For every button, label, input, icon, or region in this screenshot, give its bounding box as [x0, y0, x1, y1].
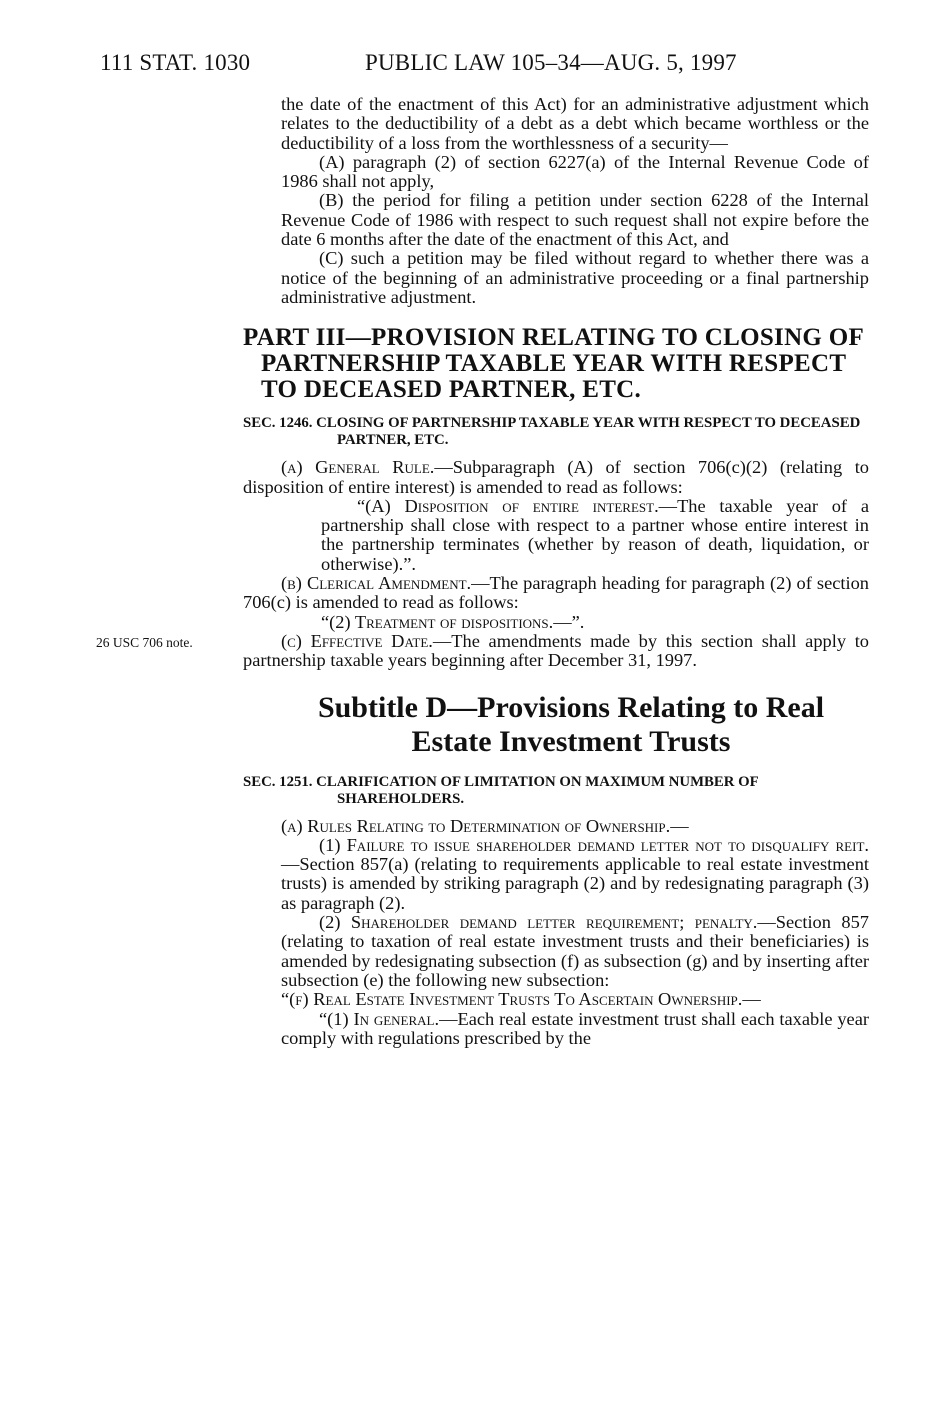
sec-1246-b-text: —The paragraph heading for paragraph (2) of section 706(c) is amended to read as follows:	[243, 573, 870, 613]
sec-1251-p2	[243, 913, 869, 990]
sec-1246-b-label: (b) Clerical Amendment.	[281, 573, 472, 594]
sec-1251-p1-label: (1) Failure to issue shareholder demand letter not to disqualify reit.	[319, 834, 869, 855]
subtitle-d-heading	[243, 691, 869, 759]
sec-1246-a-quote	[243, 497, 869, 574]
stat-page-number: 111 STAT. 1030	[100, 50, 251, 75]
sec-1246-a-quote-label: “(A) Disposition of entire interest.	[357, 495, 659, 516]
sec-1246-b	[243, 574, 869, 613]
sec-1251-f1-text: —Each real estate investment trust shall each taxable year comply with regulations prescribed by the	[281, 1008, 869, 1048]
sec-1251-p2-label: (2) Shareholder demand letter requirement; penalty.	[319, 912, 758, 933]
sec-1251-p1	[243, 836, 869, 913]
sec-1251-p1-text: —Section 857(a) (relating to requirements applicable to real estate investment trusts) is amended by striking paragraph (2) and by redesignating paragraph (3) as paragraph (2).	[281, 854, 869, 913]
intro-item-c: (C) such a petition may be filed without regard to whether there was a notice of the beginning of an administrative proceeding or a final partnership administrative adjustment.	[281, 248, 869, 307]
sec-1246-c-label: (c) Effective Date.	[281, 630, 433, 651]
sec-1251-f1	[243, 1010, 869, 1049]
sec-1246-c-wrap	[96, 630, 869, 671]
marginal-note: 26 USC 706 note.	[96, 634, 193, 650]
sec-1246-b-quote: “(2) Treatment of dispositions.—”.	[321, 611, 585, 632]
intro-item-b: (B) the period for filing a petition under section 6228 of the Internal Revenue Code of 1986 with respect to such request shall not expire before the date 6 months after the date of the enactment of this Act, and	[281, 190, 869, 250]
sec-1246-heading: SEC. 1246. CLOSING OF PARTNERSHIP TAXABLE YEAR WITH RESPECT TO DECEASED PARTNER, ETC.	[243, 415, 861, 449]
body-column	[96, 94, 870, 1048]
sec-1251-p2-text: —Section 857 (relating to taxation of real estate investment trusts and their beneficiaries) is amended by redesignating subsection (f) as subsection (g) and by inserting after subsection (e) the following new subsection:	[281, 912, 869, 990]
subtitle-d-line-2: Estate Investment Trusts	[411, 724, 731, 758]
part-iii-heading: PART III—PROVISION RELATING TO CLOSING OF PARTNERSHIP TAXABLE YEAR WITH RESPECT TO DECEASED PARTNER, ETC.	[243, 324, 864, 404]
sec-1251-f1-label: “(1) In general.	[319, 1008, 440, 1029]
sec-1246-c-text: —The amendments made by this section shall apply to partnership taxable years beginning after December 31, 1997.	[243, 630, 869, 671]
public-law-citation: PUBLIC LAW 105–34—AUG. 5, 1997	[365, 50, 737, 75]
sec-1251-f-heading: “(f) Real Estate Investment Trusts To Ascertain Ownership.—	[281, 989, 761, 1010]
sec-1246-a-label: (a) General Rule.	[281, 457, 435, 478]
sec-1246-a	[243, 458, 869, 497]
intro-continuation: the date of the enactment of this Act) for an administrative adjustment which relates to the deductibility of a debt as a debt which became worthless or the deductibility of a loss from the worthlessness of a security—	[281, 94, 869, 153]
subtitle-d-line-1: Subtitle D—Provisions Relating to Real	[317, 690, 825, 724]
sec-1251-heading: SEC. 1251. CLARIFICATION OF LIMITATION ON MAXIMUM NUMBER OF SHAREHOLDERS.	[243, 773, 759, 807]
intro-item-a: (A) paragraph (2) of section 6227(a) of the Internal Revenue Code of 1986 shall not apply,	[281, 151, 869, 192]
sec-1246-c	[243, 632, 869, 671]
sec-1246-a-text: —Subparagraph (A) of section 706(c)(2) (relating to disposition of entire interest) is amended to read as follows:	[243, 457, 869, 497]
sec-1246-a-quote-text: —The taxable year of a partnership shall close with respect to a partner whose entire interest in the partnership terminates (whether by reason of death, liquidation, or otherwise).”.	[321, 495, 869, 574]
sec-1251-a-heading: (a) Rules Relating to Determination of Ownership.—	[281, 815, 689, 836]
